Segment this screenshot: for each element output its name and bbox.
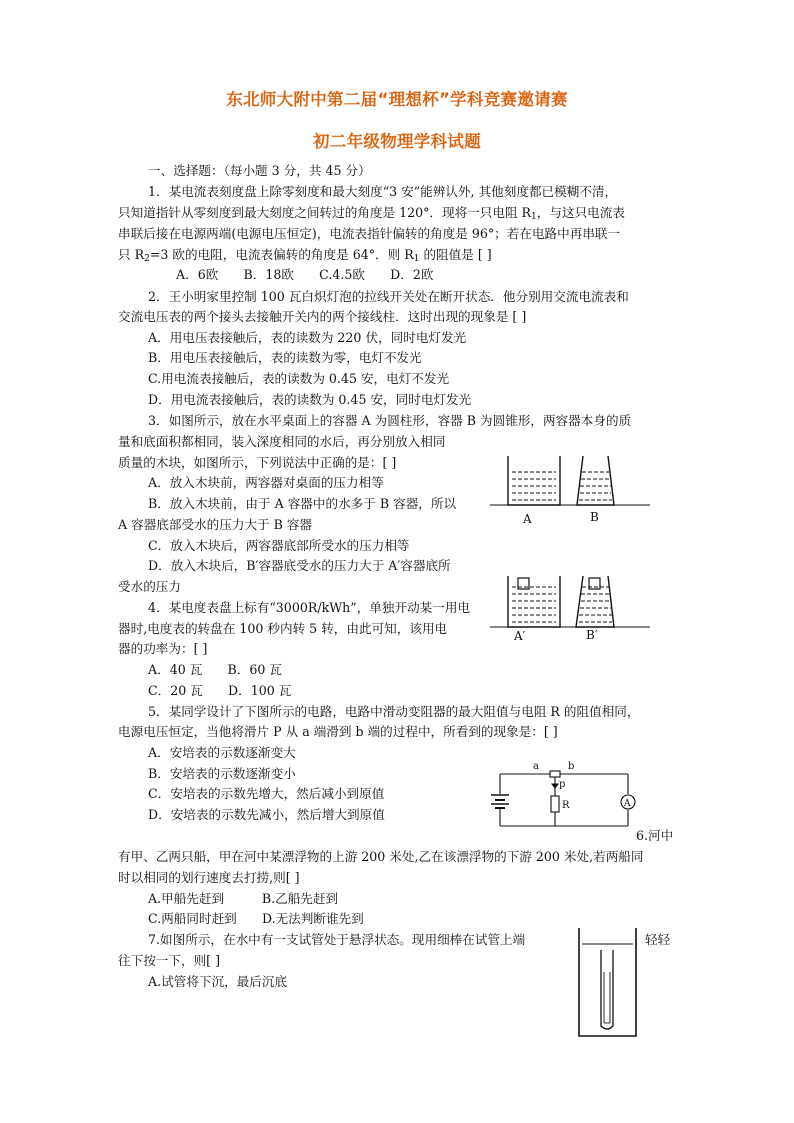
q6-options-row-2: C.两船同时赶到 D.无法判断谁先到 [148,911,364,926]
q4-line-1: 4．某电度表盘上标有“3000R/kWh”，单独开动某一用电 [148,600,471,615]
q6-options-row-1: A.甲船先赶到 B.乙船先赶到 [148,891,339,906]
q2-line-2: 交流电压表的两个接头去接触开关内的两个接线柱．这时出现的现象是 [ ] [118,309,527,324]
q4-line-2: 器时,电度表的转盘在 100 秒内转 5 转，由此可知，该用电 [118,621,448,636]
q4-options-row-1: A．40 瓦 B．60 瓦 [148,662,282,677]
containers-with-blocks-figure [490,570,650,650]
q7-line-1: 7.如图所示，在水中有一支试管处于悬浮状态。现用细棒在试管上端 [148,932,526,947]
page-title: 东北师大附中第二届“理想杯”学科竞赛邀请赛 [226,90,568,109]
q1-line-3: 串联后接在电源两端(电源电压恒定)，电流表指针偏转的角度是 96°；若在电路中再串联一 [118,226,621,241]
q2-line-1: 2．王小明家里控制 100 瓦白炽灯泡的拉线开关处在断开状态．他分别用交流电流表和 [148,289,629,304]
q3-line-1: 3．如图所示，放在水平桌面上的容器 A 为圆柱形，容器 B 为圆锥形，两容器本身的质 [148,413,632,428]
q5-line-2: 电源电压恒定，当他将滑片 P 从 a 端滑到 b 端的过程中，所看到的现象是：[ ] [118,724,558,739]
label-a: A [523,512,532,526]
q5-option-a: A．安培表的示数逐渐变大 [148,745,296,760]
q1-line-1: 1．某电流表刻度盘上除零刻度和最大刻度“3 安”能辨认外, 其他刻度都已模糊不清， [148,184,618,199]
q7-line-2: 往下按一下，则[ ] [118,953,220,968]
q6-line-1: 有甲、乙两只船，甲在河中某漂浮物的上游 200 米处,乙在该漂浮物的下游 200 米处,若两船同 [118,849,644,864]
q2-option-a: A．用电压表接触后，表的读数为 220 伏，同时电灯发光 [148,330,467,345]
label-terminal-b: b [568,761,575,772]
beaker-figure [576,926,640,1042]
label-b-prime: B′ [586,628,598,642]
q1-line-2: 只知道指针从零刻度到最大刻度之间转过的角度是 120°．现将一只电阻 $R_1$，与这只电流表 [118,205,625,222]
q3-option-b-cont: A 容器底部受水的压力大于 B 容器 [118,517,313,532]
q5-option-b: B．安培表的示数逐渐变小 [148,766,296,781]
containers-figure [490,448,650,528]
q4-options-row-2: C．20 瓦 D．100 瓦 [148,683,292,698]
q6-lead: 6.河中 [636,828,674,843]
q3-option-c: C．放入木块后，两容器底部所受水的压力相等 [148,538,410,553]
q2-option-b: B．用电压表接触后，表的读数为零，电灯不发光 [148,350,422,365]
circuit-figure [478,758,638,838]
q3-option-d: D．放入木块后，B′容器底受水的压力大于 A′容器底所 [148,558,451,573]
ammeter-icon: A [624,799,631,809]
q5-line-1: 5．某同学设计了下图所示的电路，电路中滑动变阻器的最大阻值与电阻 R 的阻值相同， [148,704,640,719]
label-a-prime: A′ [514,629,526,643]
q1-line-4: 只 $R_2=3$ 欧的电阻，电流表偏转的角度是 64°．则 $R_1$ 的阻值是 [ ] [118,247,492,264]
q6-line-2: 时以相同的划行速度去打捞,则[ ] [118,870,300,885]
q7-line-1-end: 轻轻 [645,932,671,947]
page-subtitle: 初二年级物理学科试题 [313,132,481,151]
q1-options: A．6欧 B．18欧 C.4.5欧 D．2欧 [176,267,434,282]
q5-option-c: C．安培表的示数先增大，然后减小到原值 [148,786,385,801]
q7-option-a: A.试管将下沉，最后沉底 [148,974,288,989]
q3-option-a: A．放入木块前，两容器对桌面的压力相等 [148,475,384,490]
label-b: B [590,510,599,524]
label-terminal-a: a [533,761,539,772]
label-resistor-r: R [562,800,570,811]
q3-line-2: 量和底面积都相同，装入深度相同的水后，再分别放入相同 [118,434,446,449]
q3-option-d-cont: 受水的压力 [118,579,181,594]
q5-option-d: D．安培表的示数先减小，然后增大到原值 [148,807,385,822]
q2-option-d: D．用电流表接触后，表的读数为 0.45 安，同时电灯发光 [148,392,472,407]
q3-line-3: 质量的木块，如图所示，下列说法中正确的是：[ ] [118,455,397,470]
section-heading: 一、选择题：（每小题 3 分，共 45 分） [148,163,371,178]
q2-option-c: C.用电流表接触后，表的读数为 0.45 安，电灯不发光 [148,371,450,386]
q4-line-3: 器的功率为：[ ] [118,641,208,656]
q3-option-b: B．放入木块前，由于 A 容器中的水多于 B 容器，所以 [148,496,457,511]
label-slider-p: p [559,779,566,790]
